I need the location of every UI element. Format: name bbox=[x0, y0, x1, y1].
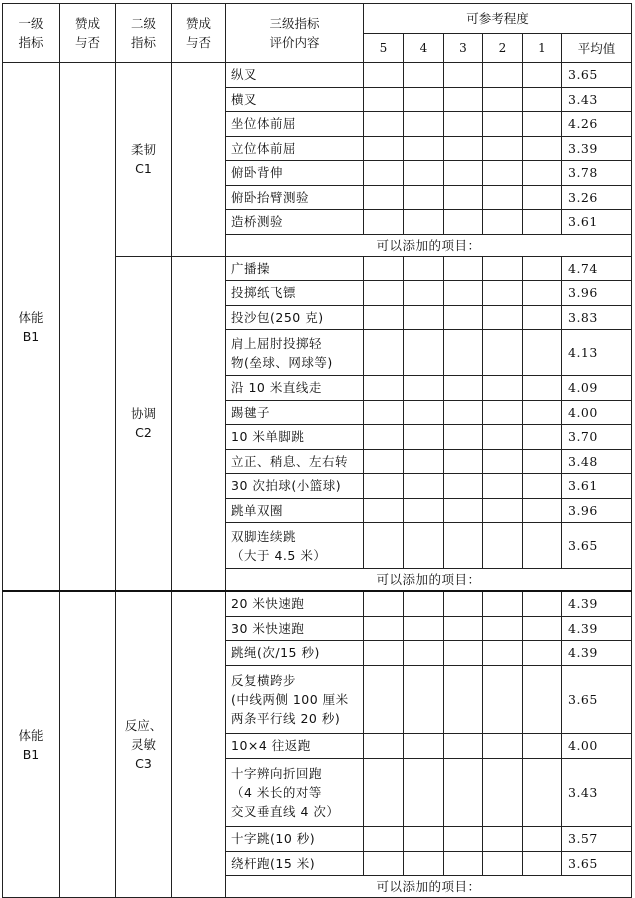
level3-item bbox=[226, 758, 364, 827]
score-cell[interactable] bbox=[444, 591, 483, 616]
level3-item-line: 立位体前屈 bbox=[231, 140, 297, 156]
level2-label: C2 bbox=[135, 425, 152, 441]
level3-item-line: 跳单双圈 bbox=[231, 502, 284, 518]
score-cell[interactable] bbox=[444, 330, 483, 376]
score-cell[interactable] bbox=[523, 161, 562, 186]
score-cell[interactable] bbox=[444, 281, 483, 306]
score-cell[interactable] bbox=[483, 449, 523, 474]
average-value: 4.13 bbox=[562, 330, 632, 376]
level2-cell bbox=[116, 591, 172, 898]
level3-item bbox=[226, 256, 364, 281]
level3-item bbox=[226, 136, 364, 161]
level2-label: 灵敏 bbox=[130, 737, 156, 752]
average-value: 3.96 bbox=[562, 281, 632, 306]
level2-cell bbox=[116, 256, 172, 591]
score-cell[interactable] bbox=[404, 758, 444, 827]
level3-item-line: 十字跳(10 秒) bbox=[231, 831, 316, 847]
level3-item-line: 十字辨向折回跑 bbox=[231, 765, 323, 781]
score-cell[interactable] bbox=[444, 523, 483, 569]
score-cell[interactable] bbox=[483, 425, 523, 450]
level2-cell bbox=[116, 63, 172, 257]
score-cell[interactable] bbox=[404, 376, 444, 401]
level3-item bbox=[226, 112, 364, 137]
level3-item-line: 纵叉 bbox=[231, 67, 258, 83]
score-cell[interactable] bbox=[444, 498, 483, 523]
level3-item-line: 双脚连续跳 bbox=[231, 528, 297, 544]
level2-label: C1 bbox=[135, 161, 152, 177]
average-value: 3.61 bbox=[562, 210, 632, 235]
score-cell[interactable] bbox=[523, 616, 562, 641]
score-cell[interactable] bbox=[444, 161, 483, 186]
level3-item bbox=[226, 185, 364, 210]
score-cell[interactable] bbox=[404, 330, 444, 376]
score-cell[interactable] bbox=[523, 827, 562, 852]
level3-item-line: 两条平行线 20 秒) bbox=[231, 710, 341, 726]
score-cell[interactable] bbox=[364, 136, 404, 161]
score-cell[interactable] bbox=[364, 523, 404, 569]
header-row bbox=[3, 4, 632, 34]
score-cell[interactable] bbox=[404, 425, 444, 450]
score-cell[interactable] bbox=[364, 161, 404, 186]
average-value: 3.39 bbox=[562, 136, 632, 161]
score-cell[interactable] bbox=[444, 305, 483, 330]
header-level1 bbox=[3, 4, 60, 63]
header-level2-line: 指标 bbox=[130, 35, 156, 50]
header-agree2 bbox=[172, 4, 226, 63]
score-cell[interactable] bbox=[364, 474, 404, 499]
average-value: 4.09 bbox=[562, 376, 632, 401]
average-value: 4.00 bbox=[562, 400, 632, 425]
level3-item bbox=[226, 665, 364, 734]
score-cell[interactable] bbox=[364, 256, 404, 281]
agree2-cell[interactable] bbox=[172, 591, 226, 898]
score-cell[interactable] bbox=[523, 305, 562, 330]
average-value: 3.65 bbox=[562, 665, 632, 734]
level2-label: 协调 bbox=[130, 406, 156, 422]
level2-label: 柔韧 bbox=[130, 142, 156, 158]
score-cell[interactable] bbox=[364, 400, 404, 425]
level3-item bbox=[226, 161, 364, 186]
average-value: 3.43 bbox=[562, 87, 632, 112]
header-score: 5 bbox=[364, 34, 404, 63]
score-cell[interactable] bbox=[444, 827, 483, 852]
level3-item bbox=[226, 498, 364, 523]
score-cell[interactable] bbox=[404, 112, 444, 137]
score-cell[interactable] bbox=[404, 616, 444, 641]
average-value: 3.83 bbox=[562, 305, 632, 330]
level1-cell bbox=[3, 591, 60, 898]
level3-item-line: 反复横跨步 bbox=[231, 672, 297, 688]
average-value: 3.48 bbox=[562, 449, 632, 474]
score-cell[interactable] bbox=[523, 591, 562, 616]
level3-item bbox=[226, 87, 364, 112]
level3-item bbox=[226, 305, 364, 330]
level1-label: 体能 bbox=[18, 727, 44, 743]
score-cell[interactable] bbox=[523, 851, 562, 876]
header-average: 平均值 bbox=[562, 34, 632, 63]
level3-item-line: 30 次拍球(小篮球) bbox=[231, 478, 342, 494]
level3-item bbox=[226, 851, 364, 876]
score-cell[interactable] bbox=[483, 136, 523, 161]
score-cell[interactable] bbox=[523, 87, 562, 112]
score-cell[interactable] bbox=[444, 376, 483, 401]
score-cell[interactable] bbox=[364, 665, 404, 734]
score-cell[interactable] bbox=[483, 305, 523, 330]
level3-item bbox=[226, 523, 364, 569]
agree2-cell[interactable] bbox=[172, 63, 226, 257]
score-cell[interactable] bbox=[364, 63, 404, 88]
level3-item-line: 踢毽子 bbox=[231, 404, 271, 420]
average-value: 3.26 bbox=[562, 185, 632, 210]
score-cell[interactable] bbox=[523, 734, 562, 759]
score-cell[interactable] bbox=[483, 210, 523, 235]
score-cell[interactable] bbox=[444, 87, 483, 112]
score-cell[interactable] bbox=[364, 376, 404, 401]
level3-item bbox=[226, 425, 364, 450]
header-level1-line: 指标 bbox=[18, 35, 44, 50]
score-cell[interactable] bbox=[444, 112, 483, 137]
score-cell[interactable] bbox=[523, 449, 562, 474]
average-value: 3.61 bbox=[562, 474, 632, 499]
score-cell[interactable] bbox=[483, 161, 523, 186]
header-agree1-line: 赞成 bbox=[74, 16, 100, 31]
score-cell[interactable] bbox=[483, 281, 523, 306]
score-cell[interactable] bbox=[523, 665, 562, 734]
score-cell[interactable] bbox=[404, 400, 444, 425]
score-cell[interactable] bbox=[444, 63, 483, 88]
score-cell[interactable] bbox=[404, 851, 444, 876]
score-cell[interactable] bbox=[523, 330, 562, 376]
score-cell[interactable] bbox=[404, 161, 444, 186]
score-cell[interactable] bbox=[444, 665, 483, 734]
level2-label: 反应、 bbox=[124, 718, 163, 733]
score-cell[interactable] bbox=[364, 210, 404, 235]
level3-item-line: 交叉垂直线 4 次） bbox=[231, 803, 340, 819]
level3-item-line: 30 米快速跑 bbox=[231, 620, 305, 636]
score-cell[interactable] bbox=[444, 851, 483, 876]
level3-item-line: （大于 4.5 米） bbox=[231, 547, 327, 563]
level3-item bbox=[226, 591, 364, 616]
score-cell[interactable] bbox=[483, 474, 523, 499]
score-cell[interactable] bbox=[444, 758, 483, 827]
table-body bbox=[3, 4, 632, 898]
score-cell[interactable] bbox=[483, 616, 523, 641]
level3-item-line: 造桥测验 bbox=[231, 214, 284, 230]
score-cell[interactable] bbox=[444, 474, 483, 499]
score-cell[interactable] bbox=[364, 87, 404, 112]
score-cell[interactable] bbox=[483, 376, 523, 401]
header-agree2-line: 与否 bbox=[185, 35, 211, 50]
header-score: 2 bbox=[483, 34, 523, 63]
level3-item-line: 物(垒球、网球等) bbox=[231, 354, 333, 370]
score-cell[interactable] bbox=[364, 758, 404, 827]
score-cell[interactable] bbox=[483, 827, 523, 852]
level3-item-line: 肩上屈肘投掷轻 bbox=[231, 335, 323, 351]
score-cell[interactable] bbox=[404, 474, 444, 499]
table-row bbox=[3, 591, 632, 616]
score-cell[interactable] bbox=[364, 851, 404, 876]
agree1-cell[interactable] bbox=[60, 63, 116, 592]
level3-item-line: 投掷纸飞镖 bbox=[231, 285, 297, 301]
level1-cell bbox=[3, 63, 60, 592]
agree2-cell[interactable] bbox=[172, 256, 226, 591]
score-cell[interactable] bbox=[483, 758, 523, 827]
average-value: 3.78 bbox=[562, 161, 632, 186]
score-cell[interactable] bbox=[364, 281, 404, 306]
score-cell[interactable] bbox=[444, 136, 483, 161]
level3-item bbox=[226, 376, 364, 401]
score-cell[interactable] bbox=[404, 523, 444, 569]
score-cell[interactable] bbox=[444, 425, 483, 450]
score-cell[interactable] bbox=[483, 498, 523, 523]
score-cell[interactable] bbox=[523, 376, 562, 401]
level2-label: C3 bbox=[135, 756, 152, 771]
level1-label: 体能 bbox=[18, 309, 44, 325]
header-agree1-line: 与否 bbox=[74, 35, 100, 50]
score-cell[interactable] bbox=[404, 256, 444, 281]
level3-item-line: 坐位体前屈 bbox=[231, 116, 297, 132]
level3-item bbox=[226, 330, 364, 376]
score-cell[interactable] bbox=[444, 210, 483, 235]
score-cell[interactable] bbox=[523, 474, 562, 499]
score-cell[interactable] bbox=[364, 827, 404, 852]
level3-item bbox=[226, 210, 364, 235]
score-cell[interactable] bbox=[523, 400, 562, 425]
average-value: 3.65 bbox=[562, 523, 632, 569]
score-cell[interactable] bbox=[444, 256, 483, 281]
level3-item bbox=[226, 449, 364, 474]
level3-item-line: 俯卧背伸 bbox=[231, 165, 284, 181]
level3-item-line: 20 米快速跑 bbox=[231, 596, 305, 612]
score-cell[interactable] bbox=[444, 185, 483, 210]
score-cell[interactable] bbox=[404, 591, 444, 616]
average-value: 4.00 bbox=[562, 734, 632, 759]
average-value: 3.96 bbox=[562, 498, 632, 523]
add-items-label[interactable]: 可以添加的项目： bbox=[226, 234, 632, 256]
score-cell[interactable] bbox=[404, 827, 444, 852]
level3-item bbox=[226, 734, 364, 759]
agree1-cell[interactable] bbox=[60, 591, 116, 898]
level3-item-line: 10×4 往返跑 bbox=[231, 738, 311, 754]
level3-item-line: 俯卧抬臂测验 bbox=[231, 189, 310, 205]
level3-item bbox=[226, 281, 364, 306]
score-cell[interactable] bbox=[404, 136, 444, 161]
add-items-label[interactable]: 可以添加的项目： bbox=[226, 569, 632, 592]
level3-item bbox=[226, 641, 364, 666]
level3-item-line: 立正、稍息、左右转 bbox=[231, 453, 349, 469]
level1-label: B1 bbox=[22, 328, 40, 344]
header-level3-line: 三级指标 bbox=[269, 16, 320, 31]
score-cell[interactable] bbox=[364, 616, 404, 641]
score-cell[interactable] bbox=[404, 185, 444, 210]
average-value: 3.57 bbox=[562, 827, 632, 852]
score-cell[interactable] bbox=[523, 63, 562, 88]
header-level2 bbox=[116, 4, 172, 63]
header-level2-line: 二级 bbox=[130, 16, 156, 31]
score-cell[interactable] bbox=[444, 616, 483, 641]
score-cell[interactable] bbox=[364, 185, 404, 210]
score-cell[interactable] bbox=[483, 63, 523, 88]
average-value: 3.43 bbox=[562, 758, 632, 827]
header-level3-line: 评价内容 bbox=[269, 35, 320, 50]
average-value: 3.70 bbox=[562, 425, 632, 450]
level3-item-line: 广播操 bbox=[231, 260, 271, 276]
score-cell[interactable] bbox=[523, 641, 562, 666]
evaluation-table bbox=[2, 3, 632, 898]
header-agree1 bbox=[60, 4, 116, 63]
score-cell[interactable] bbox=[523, 758, 562, 827]
average-value: 3.65 bbox=[562, 851, 632, 876]
score-cell[interactable] bbox=[483, 256, 523, 281]
score-cell[interactable] bbox=[404, 449, 444, 474]
score-cell[interactable] bbox=[523, 185, 562, 210]
score-cell[interactable] bbox=[364, 112, 404, 137]
score-cell[interactable] bbox=[483, 641, 523, 666]
score-cell[interactable] bbox=[444, 641, 483, 666]
score-cell[interactable] bbox=[404, 305, 444, 330]
level3-item bbox=[226, 63, 364, 88]
level3-item-line: 投沙包(250 克) bbox=[231, 309, 324, 325]
header-reference: 可参考程度 bbox=[364, 4, 632, 34]
level1-label: B1 bbox=[22, 746, 40, 762]
score-cell[interactable] bbox=[404, 87, 444, 112]
level3-item-line: (中线两侧 100 厘米 bbox=[231, 691, 349, 707]
level3-item-line: 沿 10 米直线走 bbox=[231, 380, 322, 396]
average-value: 4.39 bbox=[562, 616, 632, 641]
score-cell[interactable] bbox=[364, 498, 404, 523]
score-cell[interactable] bbox=[364, 734, 404, 759]
level3-item bbox=[226, 827, 364, 852]
average-value: 4.39 bbox=[562, 641, 632, 666]
score-cell[interactable] bbox=[483, 591, 523, 616]
score-cell[interactable] bbox=[523, 256, 562, 281]
score-cell[interactable] bbox=[364, 449, 404, 474]
score-cell[interactable] bbox=[364, 305, 404, 330]
score-cell[interactable] bbox=[523, 112, 562, 137]
level3-item-line: 横叉 bbox=[231, 91, 258, 107]
score-cell[interactable] bbox=[483, 185, 523, 210]
level3-item bbox=[226, 474, 364, 499]
header-level1-line: 一级 bbox=[18, 16, 44, 31]
level3-item-line: 10 米单脚跳 bbox=[231, 429, 305, 445]
add-items-label[interactable]: 可以添加的项目： bbox=[226, 876, 632, 898]
average-value: 4.74 bbox=[562, 256, 632, 281]
score-cell[interactable] bbox=[523, 523, 562, 569]
score-cell[interactable] bbox=[483, 665, 523, 734]
level3-item bbox=[226, 400, 364, 425]
score-cell[interactable] bbox=[404, 63, 444, 88]
score-cell[interactable] bbox=[523, 425, 562, 450]
score-cell[interactable] bbox=[523, 210, 562, 235]
score-cell[interactable] bbox=[364, 641, 404, 666]
score-cell[interactable] bbox=[404, 210, 444, 235]
score-cell[interactable] bbox=[523, 136, 562, 161]
level3-item-line: 绕杆跑(15 米) bbox=[231, 855, 316, 871]
score-cell[interactable] bbox=[483, 330, 523, 376]
score-cell[interactable] bbox=[523, 281, 562, 306]
average-value: 4.26 bbox=[562, 112, 632, 137]
header-score: 3 bbox=[444, 34, 483, 63]
score-cell[interactable] bbox=[364, 425, 404, 450]
score-cell[interactable] bbox=[483, 400, 523, 425]
score-cell[interactable] bbox=[404, 665, 444, 734]
score-cell[interactable] bbox=[364, 330, 404, 376]
score-cell[interactable] bbox=[444, 734, 483, 759]
score-cell[interactable] bbox=[483, 87, 523, 112]
score-cell[interactable] bbox=[364, 591, 404, 616]
header-agree2-line: 赞成 bbox=[185, 16, 211, 31]
score-cell[interactable] bbox=[404, 281, 444, 306]
score-cell[interactable] bbox=[483, 851, 523, 876]
average-value: 4.39 bbox=[562, 591, 632, 616]
header-score: 1 bbox=[523, 34, 562, 63]
score-cell[interactable] bbox=[444, 400, 483, 425]
header-score: 4 bbox=[404, 34, 444, 63]
level3-item-line: （4 米长的对等 bbox=[231, 784, 322, 800]
score-cell[interactable] bbox=[483, 112, 523, 137]
average-value: 3.65 bbox=[562, 63, 632, 88]
score-cell[interactable] bbox=[404, 498, 444, 523]
header-level3 bbox=[226, 4, 364, 63]
table-row bbox=[3, 63, 632, 88]
level3-item bbox=[226, 616, 364, 641]
level3-item-line: 跳绳(次/15 秒) bbox=[231, 645, 320, 661]
score-cell[interactable] bbox=[404, 641, 444, 666]
score-cell[interactable] bbox=[483, 523, 523, 569]
score-cell[interactable] bbox=[444, 449, 483, 474]
score-cell[interactable] bbox=[404, 734, 444, 759]
score-cell[interactable] bbox=[523, 498, 562, 523]
score-cell[interactable] bbox=[483, 734, 523, 759]
